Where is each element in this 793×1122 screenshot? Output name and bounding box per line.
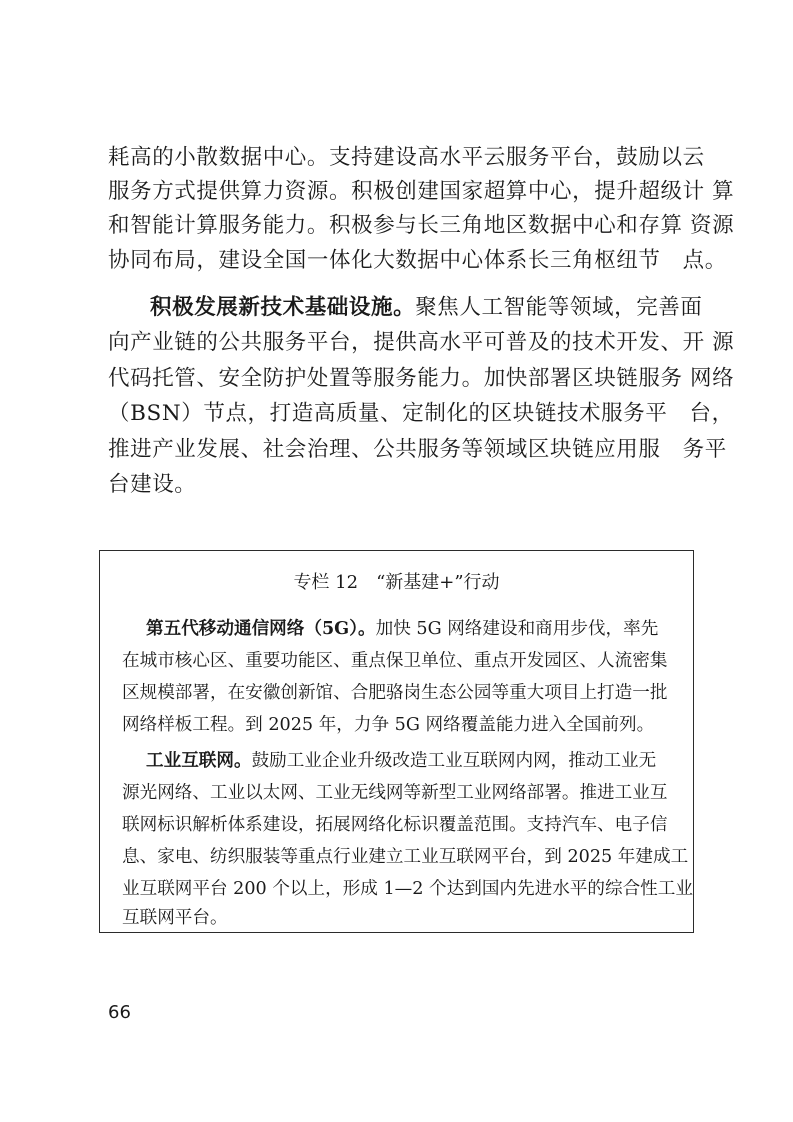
box-line: 业互联网平台 200 个以上，形成 1—2 个达到国内先进水平的综合性工业: [122, 879, 693, 899]
body-line: 代码托管、安全防护处置等服务能力。加快部署区块链服务 网络: [108, 366, 735, 391]
section-lead: 积极发展新技术基础设施。: [150, 295, 416, 320]
body-line: （BSN）节点，打造高质量、定制化的区块链技术服务平 台，: [108, 401, 734, 426]
body-line: 耗高的小散数据中心。支持建设高水平云服务平台，鼓励以云: [108, 145, 705, 170]
box-line: 区规模部署，在安徽创新馆、合肥骆岗生态公园等重大项目上打造一批: [122, 683, 668, 703]
page-number: 66: [108, 1002, 131, 1023]
box-line: 息、家电、纺织服装等重点行业建立工业互联网平台，到 2025 年建成工: [122, 847, 689, 867]
box-line: 互联网平台。: [122, 908, 228, 928]
body-line: 服务方式提供算力资源。积极创建国家超算中心，提升超级计 算: [108, 179, 735, 204]
body-line: 协同布局，建设全国一体化大数据中心体系长三角枢纽节 点。: [108, 248, 727, 273]
body-line: 推进产业发展、社会治理、公共服务等领域区块链应用服 务平: [108, 437, 727, 462]
body-line: 台建设。: [108, 472, 197, 497]
box-line: 源光网络、工业以太网、工业无线网等新型工业网络部署。推进工业互: [122, 783, 668, 803]
box-line: 联网标识解析体系建设，拓展网络化标识覆盖范围。支持汽车、电子信: [122, 815, 668, 835]
box-line: 在城市核心区、重要功能区、重点保卫单位、重点开发园区、人流密集: [122, 651, 668, 671]
box-line: [146, 616, 658, 642]
body-line: 向产业链的公共服务平台，提供高水平可普及的技术开发、开 源: [108, 330, 735, 355]
body-line: 和智能计算服务能力。积极参与长三角地区数据中心和存算 资源: [108, 213, 735, 238]
body-text: 聚焦人工智能等领域，完善面: [415, 295, 703, 320]
box-line: [146, 748, 656, 774]
box-line: 网络样板工程。到 2025 年，力争 5G 网络覆盖能力进入全国前列。: [122, 715, 655, 735]
box-item-lead: 工业互联网。: [146, 750, 252, 771]
box-text: 鼓励工业企业升级改造工业互联网内网，推动工业无: [251, 751, 657, 771]
box-item-lead: 第五代移动通信网络（5G）。: [146, 618, 376, 639]
box-text: 加快 5G 网络建设和商用步伐，率先: [375, 619, 659, 639]
body-line: [150, 293, 703, 323]
box-title: 专栏 12 “新基建+”行动: [293, 572, 500, 593]
feature-box: [99, 550, 694, 933]
